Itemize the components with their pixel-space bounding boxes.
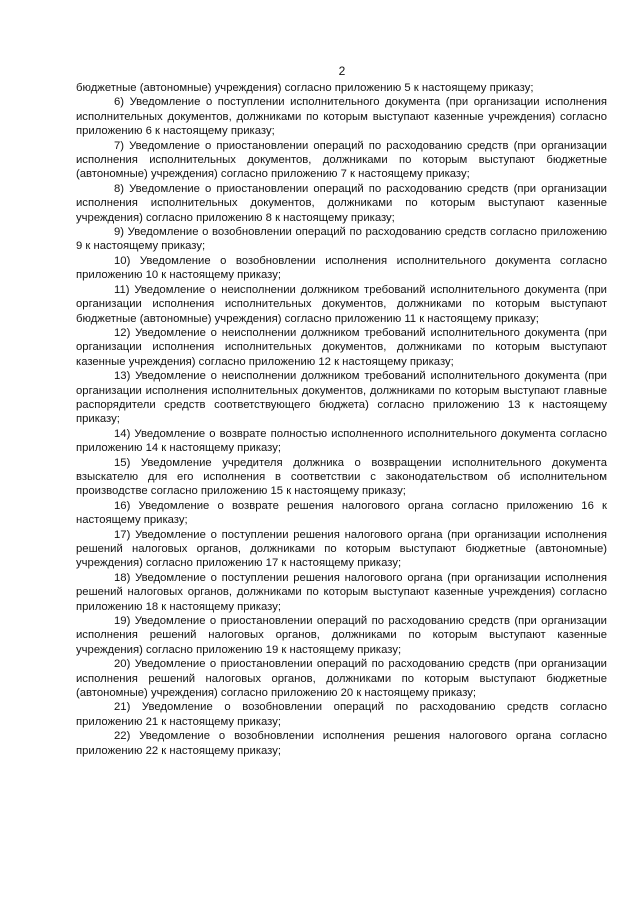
list-item-9: 9) Уведомление о возобновлении операций по расходованию средств согласно приложению 9 к настоящему приказу; xyxy=(76,226,607,253)
list-item-17: 17) Уведомление о поступлении решения налогового органа (при организации исполнения решений налоговых органов, должниками по которым выступают бюджетные (автономные) учреждения) согласно приложению 17 к настоящему приказу; xyxy=(76,528,607,570)
list-item-22: 22) Уведомление о возобновлении исполнения решения налогового органа согласно приложению 22 к настоящему приказу; xyxy=(76,730,607,757)
list-item-7: 7) Уведомление о приостановлении операций по расходованию средств (при организации исполнения исполнительных документов, должниками по которым выступают бюджетные (автономные) учреждения) согласно приложению 7 к настоящему приказу; xyxy=(76,139,607,181)
list-item-6: 6) Уведомление о поступлении исполнительного документа (при организации исполнения исполнительных документов, должниками по которым выступают казенные учреждения) согласно приложению 6 к настоящему приказу; xyxy=(76,96,607,138)
list-item-8: 8) Уведомление о приостановлении операций по расходованию средств (при организации исполнения исполнительных документов, должниками по которым выступают казенные учреждения) согласно приложению 8 к настоящему приказу; xyxy=(76,182,607,224)
page-number: 2 xyxy=(338,64,346,78)
paragraph-continuation: бюджетные (автономные) учреждения) согласно приложению 5 к настоящему приказу; xyxy=(76,82,534,94)
list-item-21: 21) Уведомление о возобновлении операций по расходованию средств согласно приложению 21 к настоящему приказу; xyxy=(76,701,607,728)
list-item-13: 13) Уведомление о неисполнении должником требований исполнительного документа (при организации исполнения исполнительных документов, должниками по которым выступают главные распорядители средств соответствующего бюджета) согласно приложению 13 к настоящему приказу; xyxy=(76,370,607,426)
document-body xyxy=(76,81,607,758)
list-item-11: 11) Уведомление о неисполнении должником требований исполнительного документа (при организации исполнения исполнительных документов, должниками по которым выступают бюджетные (автономные) учреждения) согласно приложению 11 к настоящему приказу; xyxy=(76,283,607,325)
list-item-20: 20) Уведомление о приостановлении операций по расходованию средств (при организации исполнения решений налоговых органов, должниками по которым выступают бюджетные (автономные) учреждения) согласно приложению 20 к настоящему приказу; xyxy=(76,658,607,700)
list-item-19: 19) Уведомление о приостановлении операций по расходованию средств (при организации исполнения решений налоговых органов, должниками по которым выступают казенные учреждения) согласно приложению 19 к настоящему приказу; xyxy=(76,615,607,656)
list-item-15: 15) Уведомление учредителя должника о возвращении исполнительного документа взыскателю для его исполнения в соответствии с законодательством об исполнительном производстве согласно приложению 15 к настоящему приказу; xyxy=(76,456,607,498)
list-item-14: 14) Уведомление о возврате полностью исполненного исполнительного документа согласно приложению 14 к настоящему приказу; xyxy=(76,427,607,455)
list-item-12: 12) Уведомление о неисполнении должником требований исполнительного документа (при организации исполнения исполнительных документов, должниками по которым выступают казенные учреждения) согласно приложению 12 к настоящему приказу; xyxy=(76,326,607,368)
list-item-18: 18) Уведомление о поступлении решения налогового органа (при организации исполнения решений налоговых органов, должниками по которым выступают казенные учреждения) согласно приложению 18 к настоящему приказу; xyxy=(76,571,607,613)
list-item-10: 10) Уведомление о возобновлении исполнения исполнительного документа согласно приложению 10 к настоящему приказу; xyxy=(76,254,607,282)
list-item-16: 16) Уведомление о возврате решения налогового органа согласно приложению 16 к настоящему приказу; xyxy=(76,499,607,527)
